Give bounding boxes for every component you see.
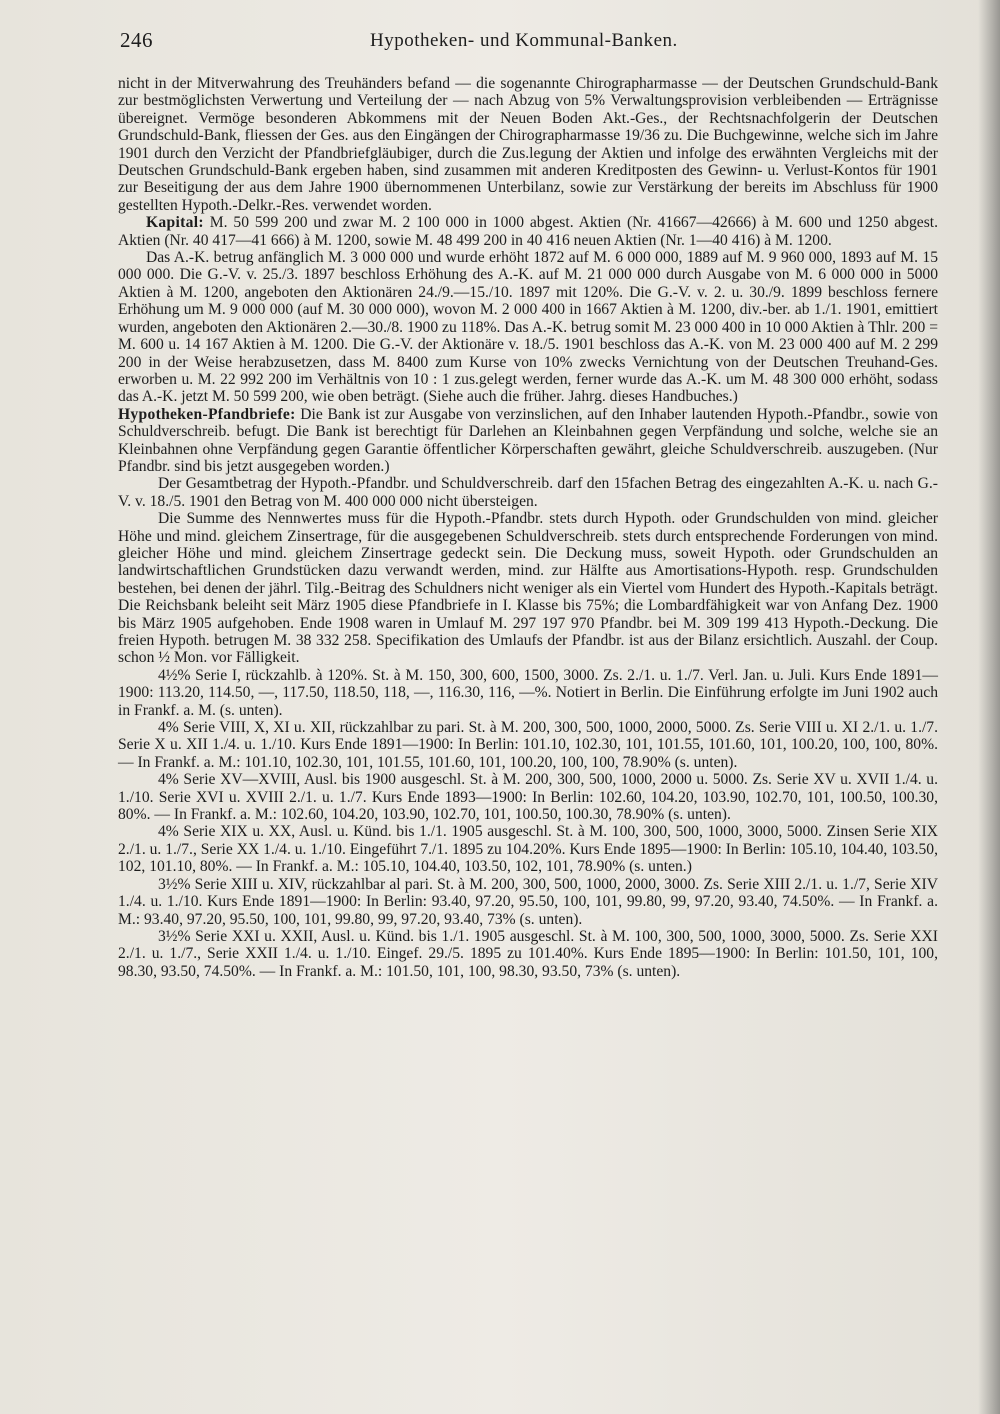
- paragraph-serie-xix-xx: 4% Serie XIX u. XX, Ausl. u. Künd. bis 1./1. 1905 ausgeschl. St. à M. 100, 300, 500, 1000, 3000, 5000. Zinsen Serie XIX 2./1. u. 1./7., Serie XX 1./4. u. 1./10. Eingeführt 7./1. 1895 zu 104.20%. Kurs Ende 1895—1900: In Berlin: 105.10, 104.40, 103.50, 102, 101.10, 80%. — In Frankf. a. M.: 105.10, 104.40, 103.50, 102, 101, 78.90% (s. unten.): [118, 823, 938, 876]
- section-label-kapital: Kapital:: [146, 214, 204, 232]
- paragraph-serie-xxi-xxii: 3½% Serie XXI u. XXII, Ausl. u. Künd. bis 1./1. 1905 ausgeschl. St. à M. 100, 300, 500, 1000, 3000, 5000. Zs. Serie XXI 2./1. u. 1./7., Serie XXII 1./4. u. 1./10. Eingef. 29./5. 1895 zu 101.40%. Kurs Ende 1895—1900: In Berlin: 101.50, 101, 100, 98.30, 93.50, 74.50%. — In Frankf. a. M.: 101.50, 101, 100, 98.30, 93.50, 73% (s. unten).: [118, 927, 938, 980]
- body-text: [118, 75, 938, 980]
- paragraph-gesamtbetrag: Der Gesamtbetrag der Hypoth.-Pfandbr. und Schuldverschreib. darf den 15fachen Betrag des eingezahlten A.-K. u. nach G.-V. v. 18./5. 1901 den Betrag von M. 400 000 000 nicht übersteigen.: [118, 475, 938, 510]
- paragraph-serie-xiii-xiv: 3½% Serie XIII u. XIV, rückzahlbar al pari. St. à M. 200, 300, 500, 1000, 2000, 3000. Zs. Serie XIII 2./1. u. 1./7, Serie XIV 1./4. u. 1./10. Kurs Ende 1891—1900: In Berlin: 93.40, 97.20, 95.50, 100, 101, 99.80, 99, 97.20, 93.40, 74.50%. — In Frankf. a. M.: 93.40, 97.20, 95.50, 100, 101, 99.80, 99, 97.20, 93.40, 73% (s. unten).: [118, 875, 938, 928]
- paragraph-serie-i: 4½% Serie I, rückzahlb. à 120%. St. à M. 150, 300, 600, 1500, 3000. Zs. 2./1. u. 1./7. Verl. Jan. u. Juli. Kurs Ende 1891—1900: 113.20, 114.50, —, 117.50, 118.50, 118, —, 116.30, 116, —%. Notiert in Berlin. Die Einführung erfolgte im Juni 1902 auch in Frankf. a. M. (s. unten).: [118, 666, 938, 719]
- running-title: Hypotheken- und Kommunal-Banken.: [370, 30, 678, 51]
- paragraph-deckung: Die Summe des Nennwertes muss für die Hypoth.-Pfandbr. stets durch Hypoth. oder Grundschulden von mind. gleicher Höhe und mind. gleichem Zinsertrage, für die ausgegebenen Schuldverschreib. stets durch entsprechende Forderungen von mind. gleicher Höhe und mind. gleichem Zinsertrage gedeckt sein. Die Deckung muss, soweit Hypoth. oder Grundschulden an landwirtschaftlichen Grundstücken dazu verwandt werden, mind. zur Hälfte aus Amortisations-Hypoth. resp. Grundschulden bestehen, bei denen der jährl. Tilg.-Beitrag des Schuldners nicht weniger als ein Viertel vom Hundert des Hypoth.-Kapitals beträgt. Die Reichsbank beleiht seit März 1905 diese Pfandbriefe in I. Klasse bis 75%; die Lombardfähigkeit war von Anfang Dez. 1900 bis März 1905 aufgehoben. Ende 1908 waren in Umlauf M. 297 197 970 Pfandbr. bei M. 309 199 413 Hypoth.-Deckung. Die freien Hypoth. betrugen M. 38 332 258. Specifikation des Umlaufs der Pfandbr. ist aus der Bilanz ersichtlich. Auszahl. der Coup. schon ½ Mon. vor Fälligkeit.: [118, 510, 938, 667]
- page-edge-shadow: [978, 0, 1000, 1414]
- paragraph-ak-history: Das A.-K. betrug anfänglich M. 3 000 000 und wurde erhöht 1872 auf M. 6 000 000, 1889 auf M. 9 960 000, 1893 auf M. 15 000 000. Die G.-V. v. 25./3. 1897 beschloss Erhöhung des A.-K. auf M. 21 000 000 durch Ausgabe von M. 6 000 000 in 5000 Aktien à M. 1200, angeboten den Aktionären 24./9.—15./10. 1897 mit 120%. Die G.-V. v. 2. u. 30./9. 1899 beschloss fernere Erhöhung um M. 9 000 000 (auf M. 30 000 000), wovon M. 2 000 400 in 1667 Aktien à M. 1200, div.-ber. ab 1./1. 1901, emittiert wurden, angeboten den Aktionären 2.—30./8. 1900 zu 118%. Das A.-K. betrug somit M. 23 000 400 in 10 000 Aktien à Thlr. 200 = M. 600 u. 14 167 Aktien à M. 1200. Die G.-V. der Aktionäre v. 18./5. 1901 beschloss das A.-K. von M. 23 000 400 auf M. 2 299 200 in der Weise herabzusetzen, dass M. 8400 zum Kurse von 10% zwecks Vernichtung von der Deutschen Treuhand-Ges. erworben u. M. 22 992 200 im Verhältnis von 10 : 1 zus.gelegt werden, ferner wurde das A.-K. um M. 48 300 000 erhöht, sodass das A.-K. jetzt M. 50 599 200, wie oben beträgt. (Siehe auch die früher. Jahrg. dieses Handbuches.): [118, 249, 938, 406]
- paragraph-serie-viii-xii: 4% Serie VIII, X, XI u. XII, rückzahlbar zu pari. St. à M. 200, 300, 500, 1000, 2000, 5000. Zs. Serie VIII u. XI 2./1. u. 1./7. Serie X u. XII 1./4. u. 1./10. Kurs Ende 1891—1900: In Berlin: 101.10, 102.30, 101, 101.55, 101.60, 101, 100.20, 100, 100, 80%. — In Frankf. a. M.: 101.10, 102.30, 101, 101.55, 101.60, 101, 100.20, 100, 100, 78.90% (s. unten).: [118, 719, 938, 771]
- paragraph-hypotheken-pfandbriefe: Hypotheken-Pfandbriefe: Die Bank ist zur Ausgabe von verzinslichen, auf den Inhaber lautenden Hypoth.-Pfandbr., sowie von Schuldverschreib. befugt. Die Bank ist berechtigt für Darlehen an Kleinbahnen gegen Verpfändung und solche, welche sie an Kleinbahnen ohne Verpfändung gegen Garantie öffentlicher Körperschaften gewährt, gleiche Schuldverschreib. auszugeben. (Nur Pfandbr. sind bis jetzt ausgegeben worden.): [118, 405, 938, 475]
- paragraph-serie-xv-xviii: 4% Serie XV—XVIII, Ausl. bis 1900 ausgeschl. St. à M. 200, 300, 500, 1000, 2000 u. 5000. Zs. Serie XV u. XVII 1./4. u. 1./10. Serie XVI u. XVIII 2./1. u. 1./7. Kurs Ende 1893—1900: In Berlin: 102.60, 104.20, 103.90, 102.70, 101, 100.50, 100.30, 80%. — In Frankf. a. M.: 102.60, 104.20, 103.90, 102.70, 101, 100.50, 100.30, 78.90% (s. unten).: [118, 771, 938, 824]
- paragraph-kapital: Kapital: M. 50 599 200 und zwar M. 2 100 000 in 1000 abgest. Aktien (Nr. 41667—42666) à M. 600 und 1250 abgest. Aktien (Nr. 40 417—41 666) à M. 1200, sowie M. 48 499 200 in 40 416 neuen Aktien (Nr. 1—40 416) à M. 1200.: [118, 214, 938, 249]
- paragraph-chirographarmasse: nicht in der Mitverwahrung des Treuhänders befand — die sogenannte Chirographarmasse — der Deutschen Grundschuld-Bank zur bestmöglichsten Verwertung und Verteilung der — nach Abzug von 5% Verwaltungsprovision verbleibenden — Erträgnisse übereignet. Vermöge besonderen Abkommens mit der Neuen Boden Akt.-Ges., der Rechtsnachfolgerin der Deutschen Grundschuld-Bank, fliessen der Ges. aus den Eingängen der Chirographarmasse 19/36 zu. Die Buchgewinne, welche sich im Jahre 1901 durch den Verzicht der Pfandbriefgläubiger, durch die Zus.legung der Aktien und infolge des erwähnten Vergleichs mit der Deutschen Grundschuld-Bank ergeben haben, sind zusammen mit anderen Kreditposten des Gewinn- u. Verlust-Kontos für 1901 zur Beseitigung der aus dem Jahre 1900 übernommenen Unterbilanz, sowie zur Verstärkung der bereits im Abschluss für 1900 gestellten Hypoth.-Delkr.-Res. verwendet worden.: [118, 75, 938, 214]
- page-header: [120, 28, 940, 58]
- page-number: 246: [120, 28, 153, 52]
- section-label-pfandbriefe: Hypotheken-Pfandbriefe:: [118, 405, 296, 423]
